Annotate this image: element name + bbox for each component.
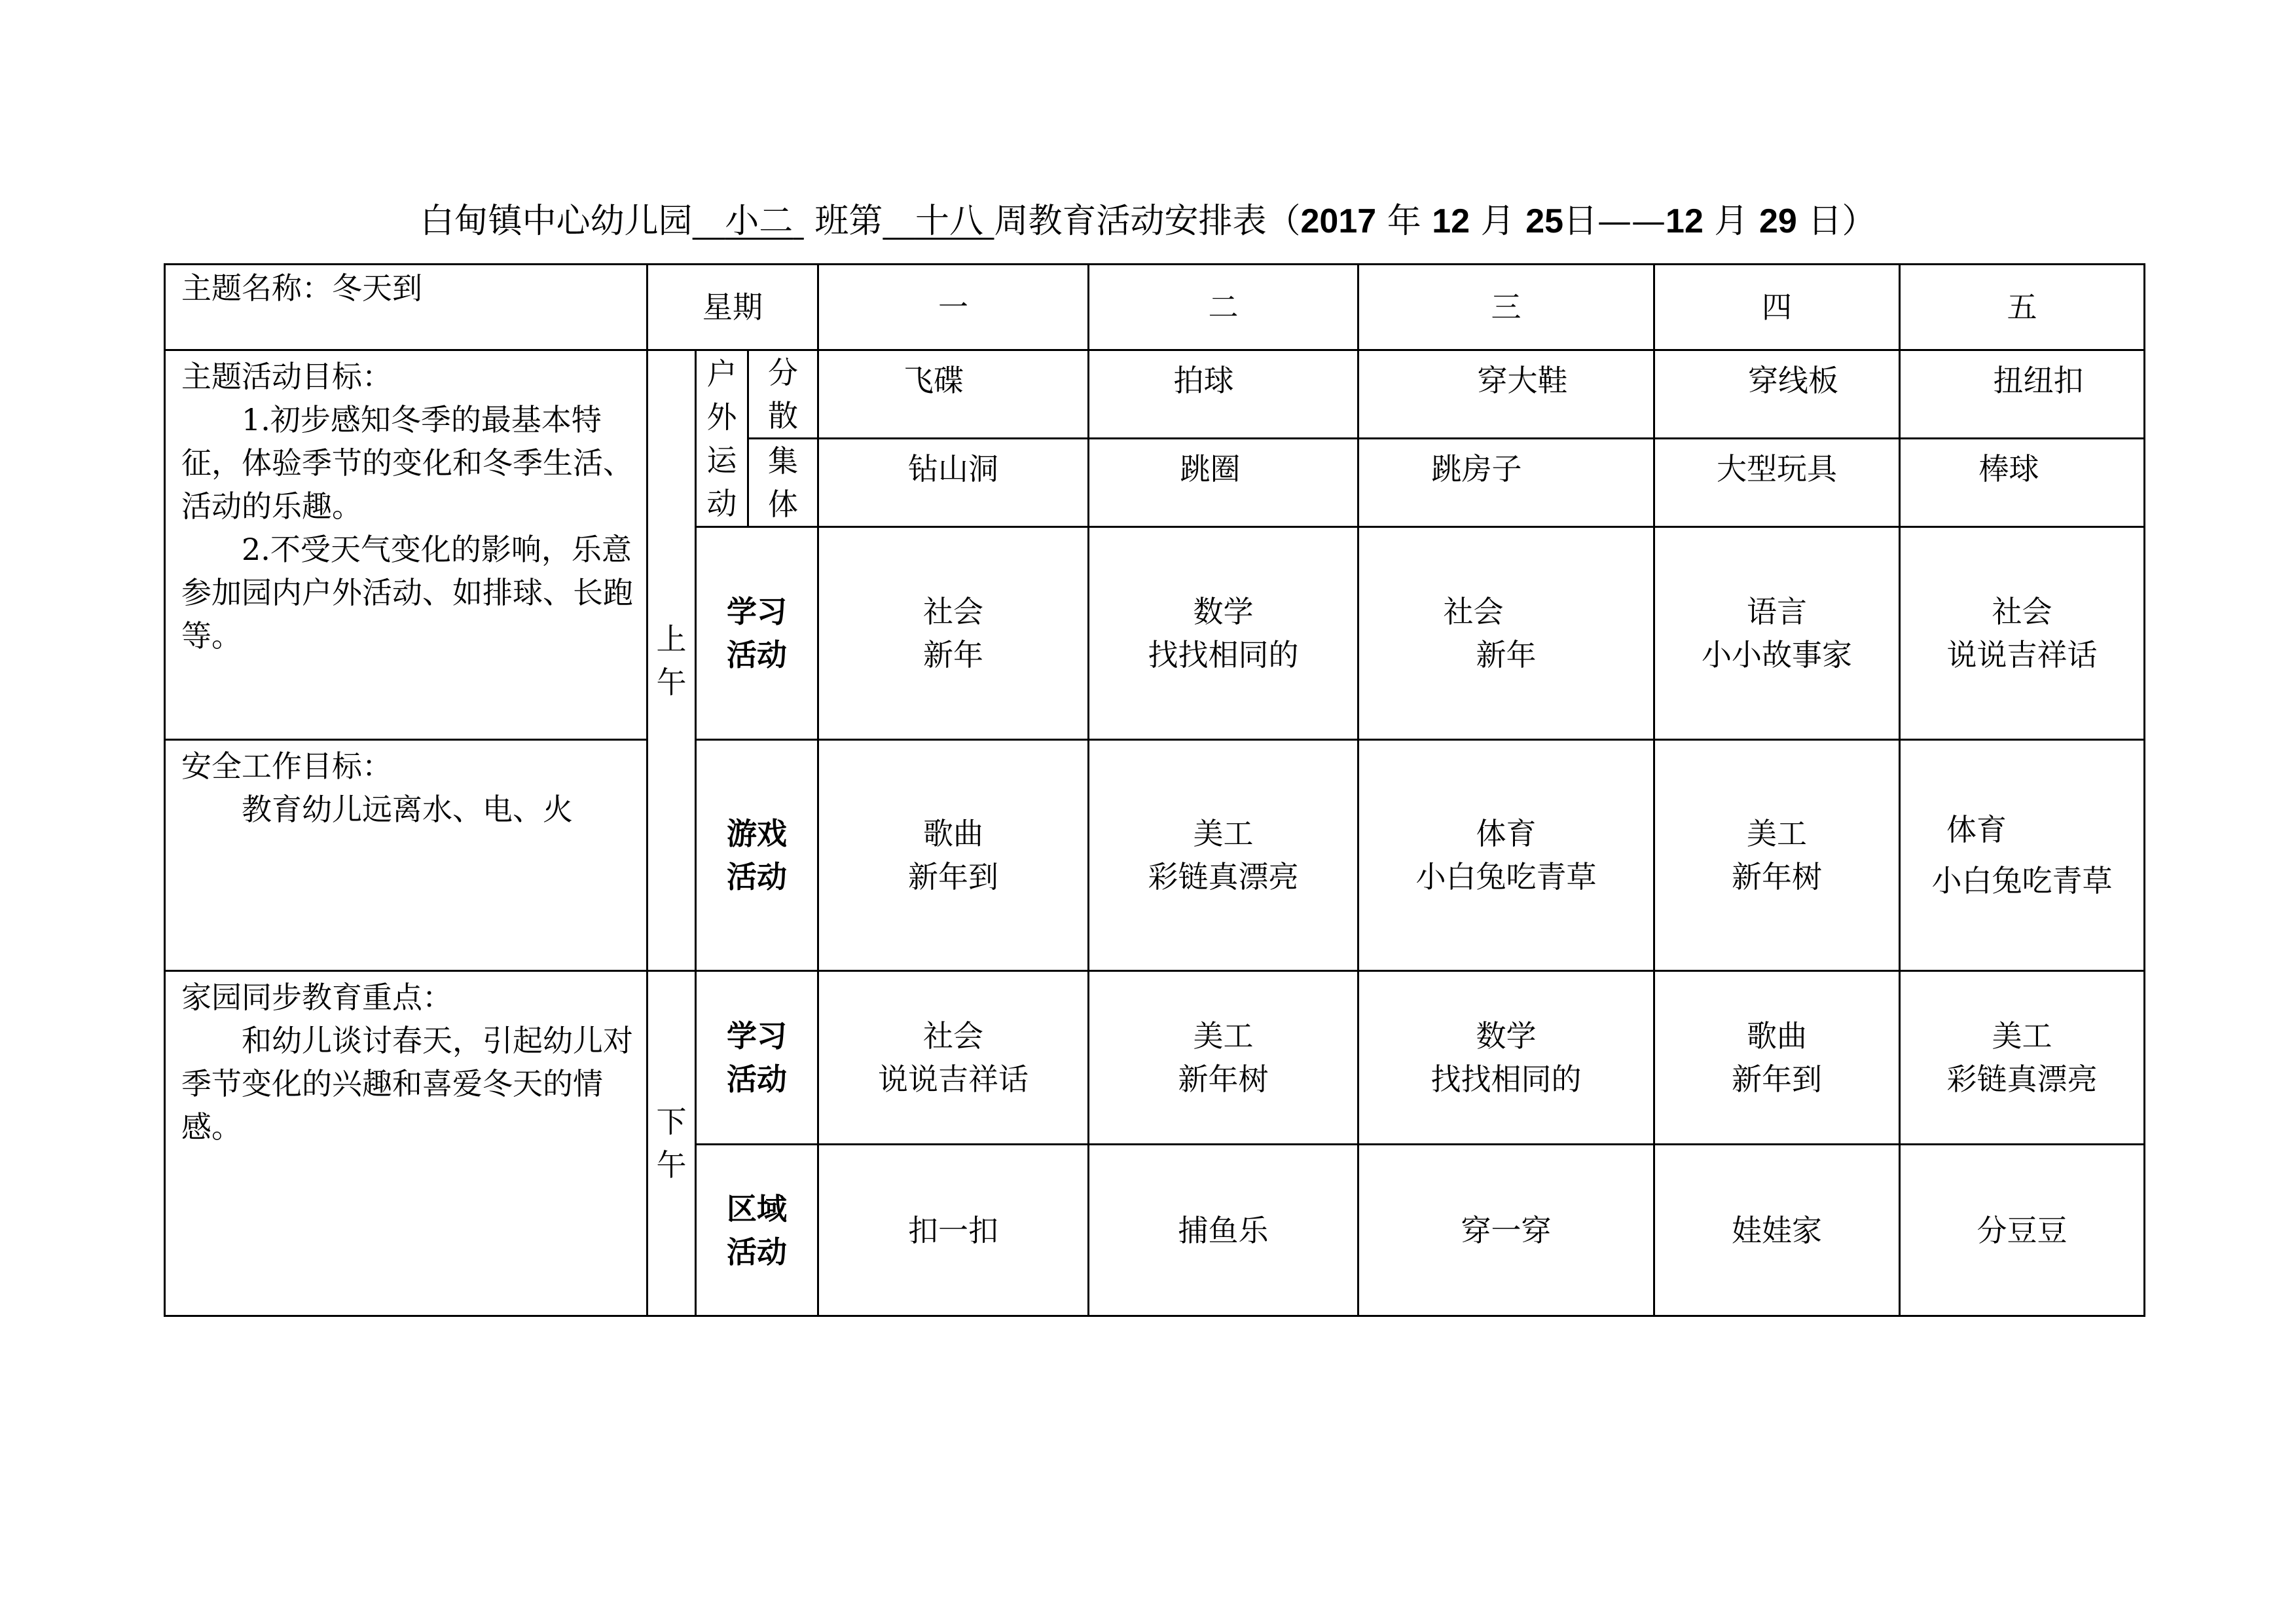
am-game-tue — [1089, 740, 1358, 971]
pm-study-label-2: 活动 — [727, 1061, 788, 1097]
am-study-thu-topic: 小小故事家 — [1702, 637, 1853, 673]
am-study-label — [696, 527, 818, 740]
dispersed-tue: 拍球 — [1089, 350, 1358, 439]
pm-study-wed — [1358, 971, 1654, 1145]
home-cell — [165, 971, 647, 1316]
title-suffix: 周教育活动安排表（ — [994, 202, 1301, 241]
morning-label — [647, 350, 696, 971]
safety-p1: 教育幼儿远离水、电、火 — [242, 792, 573, 827]
pm-study-wed-subject: 数学 — [1476, 1018, 1537, 1054]
title-day-start: 25 — [1525, 202, 1564, 240]
title-year: 2017 — [1300, 202, 1377, 240]
pm-area-fri: 分豆豆 — [1900, 1145, 2145, 1316]
pm-area-label-1: 区域 — [727, 1190, 788, 1227]
am-study-fri-subject: 社会 — [1992, 594, 2052, 629]
am-study-tue-topic: 找找相同的 — [1148, 637, 1299, 673]
pm-area-wed: 穿一穿 — [1358, 1145, 1654, 1316]
outdoor-char-1: 户 — [706, 356, 737, 392]
title-class-blank — [693, 202, 804, 241]
title-month-char-end: 月 — [1714, 202, 1749, 241]
pm-study-thu-topic: 新年到 — [1732, 1061, 1823, 1097]
day-header-wed: 三 — [1358, 265, 1654, 350]
am-game-fri-subject: 体育 — [1946, 812, 2007, 847]
pm-study-label — [696, 971, 818, 1145]
am-study-tue-subject: 数学 — [1193, 594, 1254, 629]
schedule-table — [164, 263, 2145, 1317]
title-month-start: 12 — [1432, 202, 1470, 240]
am-game-fri-topic: 小白兔吃青草 — [1931, 863, 2113, 898]
am-game-wed-subject: 体育 — [1476, 816, 1537, 851]
am-study-wed — [1358, 527, 1654, 740]
pm-study-mon-topic: 说说吉祥话 — [878, 1061, 1029, 1097]
day-header-thu: 四 — [1654, 265, 1900, 350]
dispersed-fri: 扭纽扣 — [1900, 350, 2145, 439]
afternoon-char-2: 午 — [656, 1147, 687, 1183]
am-game-fri — [1900, 740, 2145, 971]
am-game-thu — [1654, 740, 1900, 971]
header-row — [165, 265, 2145, 350]
pm-study-thu — [1654, 971, 1900, 1145]
pm-area-label — [696, 1145, 818, 1316]
theme-goal-p2: 2.不受天气变化的影响，乐意参加园内户外活动、如排球、长跑等。 — [181, 532, 633, 654]
outdoor-label — [696, 350, 748, 527]
title-mid: 班第 — [814, 202, 883, 241]
title-prefix: 白甸镇中心幼儿园 — [420, 202, 693, 241]
theme-goal-p1: 1.初步感知冬季的最基本特征，体验季节的变化和冬季生活、活动的乐趣。 — [181, 402, 633, 524]
pm-study-mon — [818, 971, 1089, 1145]
row-outdoor-dispersed — [165, 350, 2145, 439]
pm-area-mon: 扣一扣 — [818, 1145, 1089, 1316]
day-header-fri: 五 — [1900, 265, 2145, 350]
am-game-label — [696, 740, 818, 971]
collective-fri: 棒球 — [1900, 439, 2145, 527]
pm-study-mon-subject: 社会 — [923, 1018, 984, 1054]
collective-mon: 钻山洞 — [818, 439, 1089, 527]
am-game-wed — [1358, 740, 1654, 971]
am-game-label-2: 活动 — [727, 859, 788, 895]
pm-area-thu: 娃娃家 — [1654, 1145, 1900, 1316]
collective-wed: 跳房子 — [1358, 439, 1654, 527]
am-study-wed-subject: 社会 — [1443, 594, 1504, 629]
theme-name: 主题名称：冬天到 — [181, 270, 422, 306]
am-study-thu-subject: 语言 — [1747, 594, 1808, 629]
pm-area-tue: 捕鱼乐 — [1089, 1145, 1358, 1316]
am-study-tue — [1089, 527, 1358, 740]
am-study-mon-subject: 社会 — [923, 594, 984, 629]
pm-area-label-2: 活动 — [727, 1234, 788, 1270]
am-game-thu-subject: 美工 — [1747, 816, 1808, 851]
dispersed-label — [748, 350, 818, 439]
pm-study-fri-subject: 美工 — [1992, 1018, 2052, 1054]
home-p1: 和幼儿谈讨春天，引起幼儿对季节变化的兴趣和喜爱冬天的情感。 — [181, 1023, 633, 1145]
am-game-wed-topic: 小白兔吃青草 — [1415, 859, 1597, 895]
pm-study-tue — [1089, 971, 1358, 1145]
afternoon-label — [647, 971, 696, 1316]
title-class-name: 小二 — [725, 202, 793, 241]
title-end: 日） — [1808, 202, 1876, 241]
title-day-char-start: 日—— — [1563, 202, 1666, 241]
title-month-end: 12 — [1666, 202, 1704, 240]
title-year-char: 年 — [1387, 202, 1421, 241]
title-week-blank — [883, 202, 994, 241]
am-game-thu-topic: 新年树 — [1732, 859, 1823, 895]
pm-study-fri-topic: 彩链真漂亮 — [1946, 1061, 2098, 1097]
outdoor-char-2: 外 — [706, 399, 737, 435]
morning-char-1: 上 — [656, 621, 687, 657]
dispersed-mon: 飞碟 — [818, 350, 1089, 439]
afternoon-char-1: 下 — [656, 1104, 687, 1139]
am-game-tue-subject: 美工 — [1193, 816, 1254, 851]
am-study-label-2: 活动 — [727, 637, 788, 673]
row-am-game — [165, 740, 2145, 971]
dispersed-thu: 穿线板 — [1654, 350, 1900, 439]
title-day-end: 29 — [1758, 202, 1797, 240]
pm-study-wed-topic: 找找相同的 — [1430, 1061, 1582, 1097]
am-study-wed-topic: 新年 — [1476, 637, 1537, 673]
am-study-mon-topic: 新年 — [923, 637, 984, 673]
am-study-mon — [818, 527, 1089, 740]
home-heading: 家园同步教育重点： — [181, 980, 452, 1015]
dispersed-char-1: 分 — [768, 355, 799, 390]
am-game-label-1: 游戏 — [727, 816, 788, 851]
am-game-mon-subject: 歌曲 — [923, 816, 984, 851]
pm-study-thu-subject: 歌曲 — [1747, 1018, 1808, 1054]
pm-study-tue-topic: 新年树 — [1178, 1061, 1269, 1097]
theme-goal-heading: 主题活动目标： — [181, 359, 392, 394]
title-week: 十八 — [915, 202, 983, 241]
am-study-fri-topic: 说说吉祥话 — [1946, 637, 2098, 673]
am-study-label-1: 学习 — [727, 594, 788, 629]
collective-thu: 大型玩具 — [1654, 439, 1900, 527]
am-study-fri — [1900, 527, 2145, 740]
pm-study-tue-subject: 美工 — [1193, 1018, 1254, 1054]
collective-label — [748, 439, 818, 527]
pm-study-fri — [1900, 971, 2145, 1145]
weekday-header: 星期 — [647, 265, 818, 350]
safety-cell — [165, 740, 647, 971]
collective-char-2: 体 — [768, 487, 799, 522]
row-pm-study — [165, 971, 2145, 1145]
page-title — [0, 195, 2296, 248]
am-game-tue-topic: 彩链真漂亮 — [1148, 859, 1299, 895]
title-month-char-start: 月 — [1480, 202, 1515, 241]
safety-heading: 安全工作目标： — [181, 748, 392, 784]
pm-study-label-1: 学习 — [727, 1018, 788, 1054]
outdoor-char-4: 动 — [706, 485, 737, 521]
theme-name-cell — [165, 265, 647, 350]
day-header-tue: 二 — [1089, 265, 1358, 350]
am-game-mon — [818, 740, 1089, 971]
day-header-mon: 一 — [818, 265, 1089, 350]
dispersed-wed: 穿大鞋 — [1358, 350, 1654, 439]
am-study-thu — [1654, 527, 1900, 740]
theme-goal-cell — [165, 350, 647, 740]
outdoor-char-3: 运 — [706, 442, 737, 478]
am-game-mon-topic: 新年到 — [908, 859, 999, 895]
collective-char-1: 集 — [768, 443, 799, 479]
morning-char-2: 午 — [656, 664, 687, 700]
collective-tue: 跳圈 — [1089, 439, 1358, 527]
dispersed-char-2: 散 — [768, 398, 799, 434]
